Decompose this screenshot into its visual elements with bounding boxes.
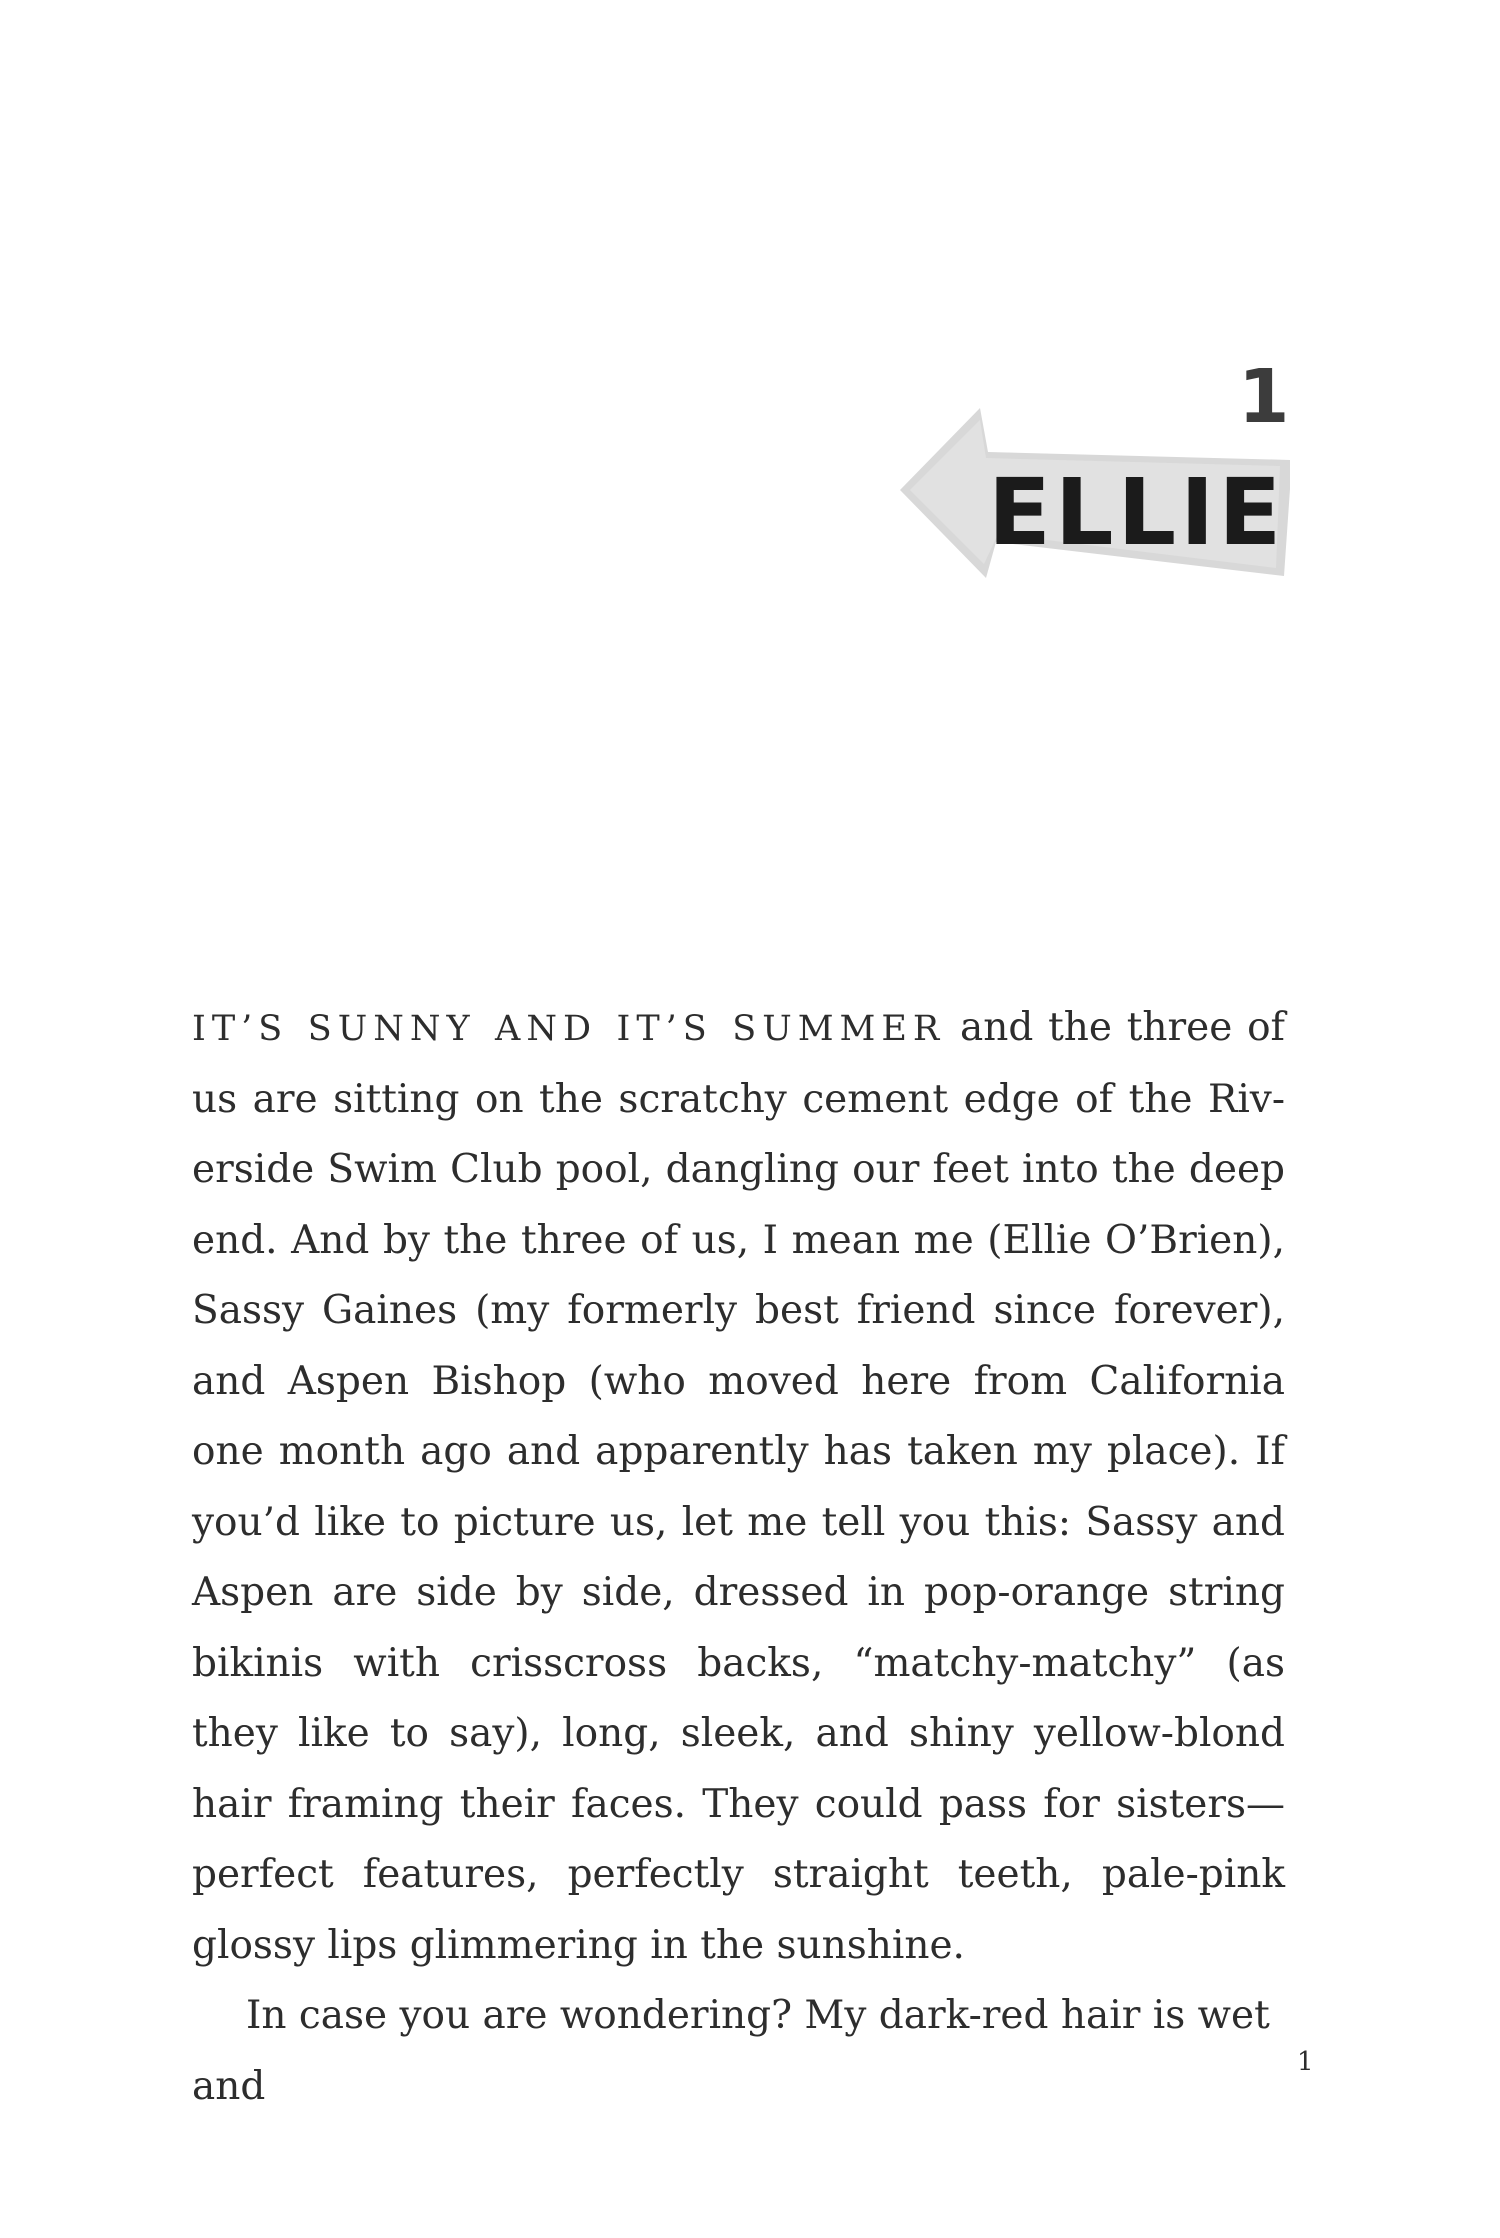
paragraph-2: In case you are wondering? My dark-red hair is wet and: [192, 1993, 1270, 2109]
paragraph-1-text: and the three of us are sitting on the scratchy cement edge of the Riv- erside Swim Club pool, dangling our feet into the deep end. And by the three of us, I mean me (Ellie O’Brien), Sassy Gaines (my formerly best friend since forever), and Aspen Bishop (who moved here from California one month ago and apparently has taken my place). If you’d like to picture us, let me tell you this: Sassy and Aspen are side by side, dressed in pop-orange string bikinis with crisscross backs, “matchy-matchy” (as they like to say), long, sleek, and shiny yellow-blond hair framing their faces. They could pass for sisters—perfect features, perfectly straight teeth, pale-pink glossy lips glimmering in the sunshine.: [192, 1005, 1285, 1968]
page-number: 1: [1297, 2047, 1314, 2077]
chapter-heading: [900, 354, 1300, 600]
body-text: [192, 993, 1285, 2122]
chapter-title: ELLIE: [988, 459, 1286, 566]
lead-in: IT’S SUNNY AND IT’S SUMMER: [192, 1009, 946, 1049]
chapter-number: 1: [1238, 354, 1290, 440]
paragraph-1: [192, 993, 1285, 1981]
